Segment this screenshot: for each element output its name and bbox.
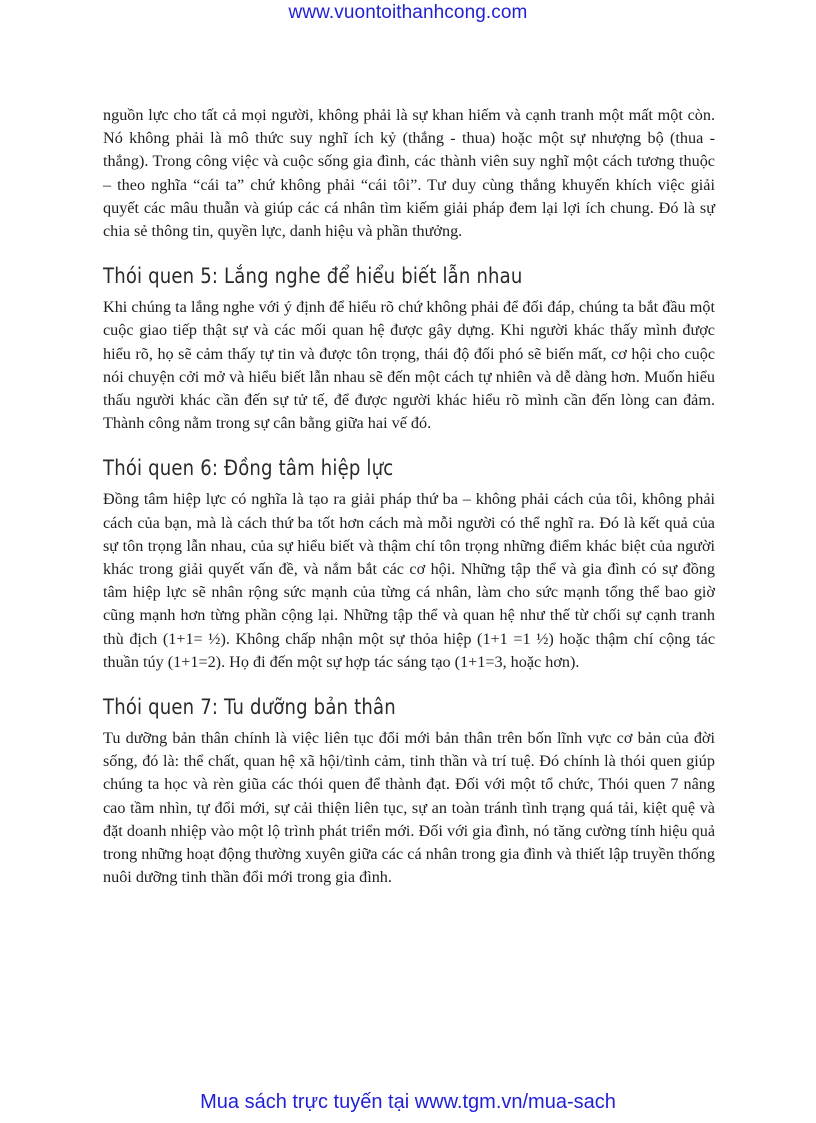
intro-paragraph: nguồn lực cho tất cả mọi người, không phải là sự khan hiếm và cạnh tranh một mất một còn. Nó không phải là mô thức suy nghĩ ích kỷ (thắng - thua) hoặc một sự nhượng bộ (thua - thắng). Trong công việc và cuộc sống gia đình, các thành viên suy nghĩ một cách tương thuộc – theo nghĩa “cái ta” chứ không phải “cái tôi”. Tư duy cùng thắng khuyến khích việc giải quyết các mâu thuẫn và giúp các cá nhân tìm kiếm giải pháp đem lại lợi ích chung. Đó là sự chia sẻ thông tin, quyền lực, danh hiệu và phần thưởng. [103, 106, 715, 241]
section-heading-habit-7: Thói quen 7: Tu dưỡng bản thân [103, 695, 396, 720]
section-heading-habit-6: Thói quen 6: Đồng tâm hiệp lực [103, 456, 394, 481]
header-site-link[interactable]: www.vuontoithanhcong.com [288, 2, 528, 23]
section-body-habit-6: Đồng tâm hiệp lực có nghĩa là tạo ra giải pháp thứ ba – không phải cách của tôi, không phải cách của bạn, mà là cách thứ ba tốt hơn cách mà mỗi người có thể nghĩ ra. Đó là kết quả của sự tôn trọng lẫn nhau, của sự hiểu biết và thậm chí tôn trọng những điểm khác biệt của người khác trong giải quyết vấn đề, và nắm bắt các cơ hội. Những tập thể và gia đình có sự đồng tâm hiệp lực sẽ nhân rộng sức mạnh của từng cá nhân, làm cho sức mạnh tổng thể bao giờ cũng mạnh hơn từng phần cộng lại. Những tập thể và quan hệ như thế từ chối sự cạnh tranh thù địch (1+1= ½). Không chấp nhận một sự thỏa hiệp (1+1 =1 ½) hoặc thậm chí cộng tác thuần túy (1+1=2). Họ đi đến một sự hợp tác sáng tạo (1+1=3, hoặc hơn). [103, 490, 715, 671]
section-body-habit-7: Tu dưỡng bản thân chính là việc liên tục đổi mới bản thân trên bốn lĩnh vực cơ bản của đời sống, đó là: thể chất, quan hệ xã hội/tình cảm, tinh thần và trí tuệ. Đó chính là thói quen giúp chúng ta học và rèn giũa các thói quen để thành đạt. Đối với một tổ chức, Thói quen 7 nâng cao tầm nhìn, tự đổi mới, sự cải thiện liên tục, sự an toàn tránh tình trạng quá tải, kiệt quệ và đặt doanh nhiệp vào một lộ trình phát triển mới. Đối với gia đình, nó tăng cường tính hiệu quả trong những hoạt động thường xuyên giữa các cá nhân trong gia đình và thiết lập truyền thống nuôi dưỡng tinh thần đổi mới trong gia đình. [103, 729, 715, 887]
section-heading-habit-5: Thói quen 5: Lắng nghe để hiểu biết lẫn nhau [103, 264, 523, 289]
footer-shop-link[interactable]: Mua sách trực tuyến tại www.tgm.vn/mua-sach [200, 1091, 616, 1113]
section-body-habit-5: Khi chúng ta lắng nghe với ý định để hiểu rõ chứ không phải để đối đáp, chúng ta bắt đầu một cuộc giao tiếp thật sự và các mối quan hệ được gây dựng. Khi người khác thấy mình được hiểu rõ, họ sẽ cảm thấy tự tin và được tôn trọng, thái độ đối phó sẽ biến mất, cơ hội cho cuộc nói chuyện cởi mở và hiểu biết lẫn nhau sẽ đến một cách tự nhiên và dễ dàng hơn. Muốn hiểu thấu người khác cần đến sự tử tế, để được người khác hiểu rõ mình cần đến lòng can đảm. Thành công nằm trong sự cân bằng giữa hai vế đó. [103, 298, 715, 433]
page-content [103, 104, 715, 889]
